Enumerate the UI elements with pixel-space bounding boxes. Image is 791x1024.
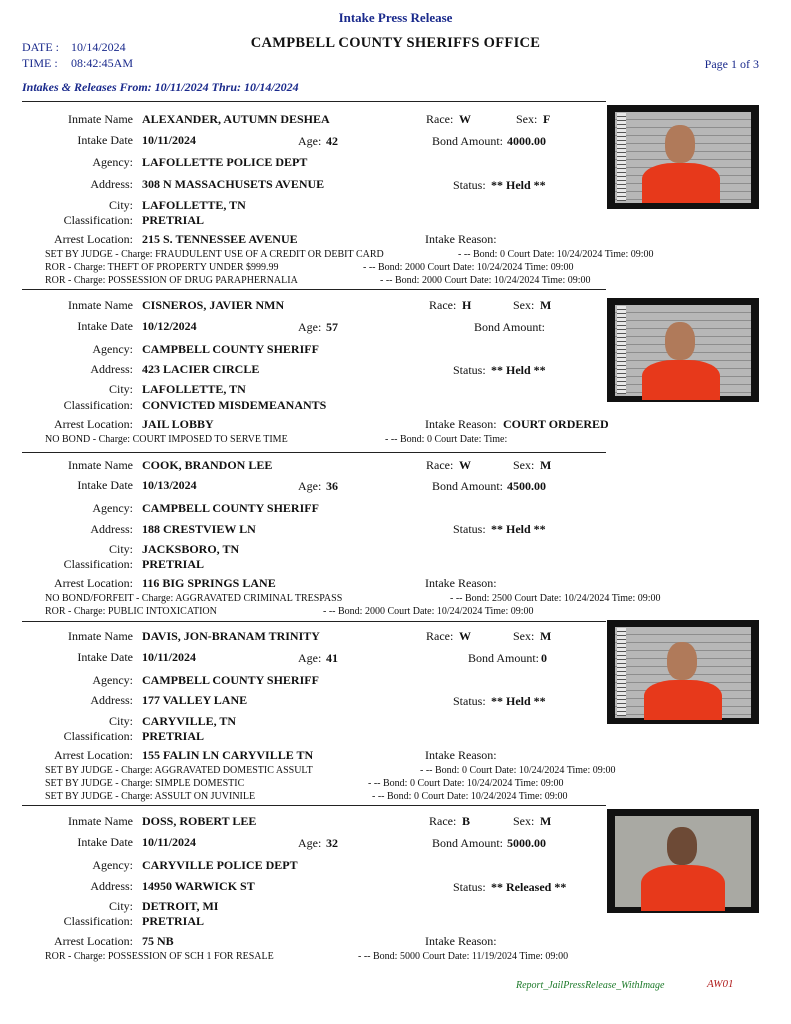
intake-date-label: Intake Date [77, 650, 133, 664]
page-number: Page 1 of 3 [704, 57, 759, 71]
race-label: Race: [426, 112, 454, 126]
agency: CAMPBELL COUNTY SHERIFF [142, 501, 319, 515]
charge-bond: - -- Bond: 0 Court Date: 10/24/2024 Time: 09:00 [372, 791, 568, 802]
status-label: Status: [453, 694, 486, 708]
charge-line: NO BOND/FORFEIT - Charge: AGGRAVATED CRIMINAL TRESPASS [45, 593, 343, 604]
charge-bond: - -- Bond: 2000 Court Date: 10/24/2024 Time: 09:00 [323, 606, 534, 617]
age-label: Age: [298, 651, 322, 665]
charge-line: SET BY JUDGE - Charge: SIMPLE DOMESTIC [45, 778, 245, 789]
city-label: City: [108, 382, 133, 396]
intake-date-label: Intake Date [77, 835, 133, 849]
address: 177 VALLEY LANE [142, 693, 248, 707]
arrest-location-label: Arrest Location: [54, 417, 133, 431]
charge-bond: - -- Bond: 0 Court Date: 10/24/2024 Time: 09:00 [420, 765, 616, 776]
mugshot-photo [607, 298, 759, 402]
race-label: Race: [426, 458, 454, 472]
age-label: Age: [298, 320, 322, 334]
city: DETROIT, MI [142, 899, 219, 913]
record-divider [22, 621, 606, 622]
status: ** Held ** [491, 363, 546, 377]
city-label: City: [108, 714, 133, 728]
office-name: CAMPBELL COUNTY SHERIFFS OFFICE [250, 35, 541, 51]
intake-reason-label: Intake Reason: [425, 232, 497, 246]
city-label: City: [108, 899, 133, 913]
classification: CONVICTED MISDEMEANANTS [142, 398, 327, 412]
charge-bond: - -- Bond: 5000 Court Date: 11/19/2024 Time: 09:00 [358, 951, 569, 962]
city: JACKSBORO, TN [142, 542, 240, 556]
report-name: Report_JailPressRelease_WithImage [516, 980, 665, 991]
intake-date: 10/12/2024 [142, 319, 197, 333]
inmate-name-label: Inmate Name [68, 298, 133, 312]
status-label: Status: [453, 522, 486, 536]
age-label: Age: [298, 836, 322, 850]
mugshot-photo [607, 105, 759, 209]
race: W [459, 112, 471, 126]
record-divider [22, 289, 606, 290]
race: W [459, 629, 471, 643]
intake-date-label: Intake Date [77, 133, 133, 147]
intake-reason-label: Intake Reason: [425, 576, 497, 590]
charge-line: SET BY JUDGE - Charge: FRAUDULENT USE OF A CREDIT OR DEBIT CARD [45, 249, 384, 260]
inmate-name: ALEXANDER, AUTUMN DESHEA [142, 112, 330, 126]
age: 57 [326, 320, 338, 334]
date-value: 10/14/2024 [71, 40, 126, 54]
report-title: Intake Press Release [338, 10, 453, 25]
agency: CAMPBELL COUNTY SHERIFF [142, 673, 319, 687]
address-label: Address: [90, 362, 133, 376]
agency-label: Agency: [92, 342, 133, 356]
agency-label: Agency: [92, 858, 133, 872]
charge-bond: - -- Bond: 0 Court Date: 10/24/2024 Time: 09:00 [368, 778, 564, 789]
sex: M [540, 814, 552, 828]
intake-date: 10/13/2024 [142, 478, 197, 492]
arrest-location: 155 FALIN LN CARYVILLE TN [142, 748, 314, 762]
classification: PRETRIAL [142, 729, 205, 743]
inmate-name: DAVIS, JON-BRANAM TRINITY [142, 629, 320, 643]
charge-line: ROR - Charge: THEFT OF PROPERTY UNDER $999.99 [45, 262, 279, 273]
inmate-name: DOSS, ROBERT LEE [142, 814, 257, 828]
age: 36 [326, 479, 338, 493]
bond-amount: 4000.00 [507, 134, 546, 148]
bond-amount: 0 [541, 651, 547, 665]
arrest-location: 215 S. TENNESSEE AVENUE [142, 232, 298, 246]
race-label: Race: [429, 814, 457, 828]
inmate-name-label: Inmate Name [68, 629, 133, 643]
date-range: Intakes & Releases From: 10/11/2024 Thru: 10/14/2024 [22, 80, 299, 94]
age: 32 [326, 836, 338, 850]
agency: LAFOLLETTE POLICE DEPT [142, 155, 308, 169]
agency-label: Agency: [92, 673, 133, 687]
arrest-location: JAIL LOBBY [142, 417, 214, 431]
address-label: Address: [90, 177, 133, 191]
city: LAFOLLETTE, TN [142, 198, 246, 212]
address: 308 N MASSACHUSETS AVENUE [142, 177, 325, 191]
age: 41 [326, 651, 338, 665]
status-label: Status: [453, 178, 486, 192]
header-divider [22, 101, 606, 102]
address: 423 LACIER CIRCLE [142, 362, 260, 376]
race-label: Race: [429, 298, 457, 312]
intake-reason-label: Intake Reason: [425, 748, 497, 762]
bond-amount: 4500.00 [507, 479, 546, 493]
intake-date: 10/11/2024 [142, 650, 197, 664]
inmate-name: CISNEROS, JAVIER NMN [142, 298, 285, 312]
agency-label: Agency: [92, 501, 133, 515]
intake-reason-label: Intake Reason: [425, 417, 497, 431]
charge-line: SET BY JUDGE - Charge: ASSULT ON JUVINILE [45, 791, 256, 802]
record-divider [22, 452, 606, 453]
record-divider [22, 805, 606, 806]
inmate-name-label: Inmate Name [68, 814, 133, 828]
age: 42 [326, 134, 338, 148]
classification-label: Classification: [63, 213, 133, 227]
sex-label: Sex: [513, 629, 535, 643]
sex-label: Sex: [516, 112, 538, 126]
intake-date-label: Intake Date [77, 478, 133, 492]
classification-label: Classification: [63, 398, 133, 412]
address-label: Address: [90, 693, 133, 707]
classification: PRETRIAL [142, 914, 205, 928]
sex: M [540, 458, 552, 472]
time-label: TIME : [22, 56, 58, 70]
city-label: City: [108, 198, 133, 212]
arrest-location-label: Arrest Location: [54, 232, 133, 246]
race: H [462, 298, 472, 312]
age-label: Age: [298, 134, 322, 148]
arrest-location: 116 BIG SPRINGS LANE [142, 576, 276, 590]
charge-bond: - -- Bond: 2000 Court Date: 10/24/2024 Time: 09:00 [363, 262, 574, 273]
sex-label: Sex: [513, 458, 535, 472]
charge-bond: - -- Bond: 2000 Court Date: 10/24/2024 Time: 09:00 [380, 275, 591, 286]
status: ** Held ** [491, 694, 546, 708]
report-code: AW01 [707, 978, 734, 990]
age-label: Age: [298, 479, 322, 493]
sex: F [543, 112, 551, 126]
bond-amount-label: Bond Amount: [468, 651, 540, 665]
agency: CAMPBELL COUNTY SHERIFF [142, 342, 319, 356]
intake-date: 10/11/2024 [142, 835, 197, 849]
bond-amount-label: Bond Amount: [432, 479, 504, 493]
bond-amount-label: Bond Amount: [432, 134, 504, 148]
address: 14950 WARWICK ST [142, 879, 255, 893]
charge-line: ROR - Charge: PUBLIC INTOXICATION [45, 606, 217, 617]
intake-reason: COURT ORDERED [503, 417, 609, 431]
charge-bond: - -- Bond: 2500 Court Date: 10/24/2024 Time: 09:00 [450, 593, 661, 604]
charge-line: ROR - Charge: POSSESSION OF DRUG PARAPHERNALIA [45, 275, 298, 286]
address-label: Address: [90, 879, 133, 893]
classification-label: Classification: [63, 557, 133, 571]
arrest-location-label: Arrest Location: [54, 934, 133, 948]
inmate-name-label: Inmate Name [68, 458, 133, 472]
sex-label: Sex: [513, 298, 535, 312]
status: ** Held ** [491, 178, 546, 192]
bond-amount-label: Bond Amount: [474, 320, 546, 334]
charge-line: SET BY JUDGE - Charge: AGGRAVATED DOMESTIC ASSULT [45, 765, 313, 776]
race: W [459, 458, 471, 472]
address-label: Address: [90, 522, 133, 536]
sex: M [540, 629, 552, 643]
classification-label: Classification: [63, 914, 133, 928]
classification-label: Classification: [63, 729, 133, 743]
classification: PRETRIAL [142, 557, 205, 571]
arrest-location: 75 NB [142, 934, 174, 948]
agency: CARYVILLE POLICE DEPT [142, 858, 298, 872]
bond-amount: 5000.00 [507, 836, 546, 850]
city: CARYVILLE, TN [142, 714, 237, 728]
agency-label: Agency: [92, 155, 133, 169]
city-label: City: [108, 542, 133, 556]
address: 188 CRESTVIEW LN [142, 522, 256, 536]
intake-date-label: Intake Date [77, 319, 133, 333]
city: LAFOLLETTE, TN [142, 382, 246, 396]
date-label: DATE : [22, 40, 59, 54]
status-label: Status: [453, 880, 486, 894]
charge-bond: - -- Bond: 0 Court Date: 10/24/2024 Time: 09:00 [458, 249, 654, 260]
inmate-name: COOK, BRANDON LEE [142, 458, 273, 472]
arrest-location-label: Arrest Location: [54, 748, 133, 762]
status-label: Status: [453, 363, 486, 377]
charge-line: NO BOND - Charge: COURT IMPOSED TO SERVE TIME [45, 434, 288, 445]
charge-line: ROR - Charge: POSSESSION OF SCH 1 FOR RESALE [45, 951, 274, 962]
sex: M [540, 298, 552, 312]
mugshot-photo [607, 809, 759, 913]
mugshot-photo [607, 620, 759, 724]
intake-reason-label: Intake Reason: [425, 934, 497, 948]
time-value: 08:42:45AM [71, 56, 134, 70]
classification: PRETRIAL [142, 213, 205, 227]
inmate-name-label: Inmate Name [68, 112, 133, 126]
arrest-location-label: Arrest Location: [54, 576, 133, 590]
status: ** Released ** [491, 880, 567, 894]
race: B [462, 814, 471, 828]
status: ** Held ** [491, 522, 546, 536]
charge-bond: - -- Bond: 0 Court Date: Time: [385, 434, 508, 445]
race-label: Race: [426, 629, 454, 643]
sex-label: Sex: [513, 814, 535, 828]
bond-amount-label: Bond Amount: [432, 836, 504, 850]
intake-date: 10/11/2024 [142, 133, 197, 147]
